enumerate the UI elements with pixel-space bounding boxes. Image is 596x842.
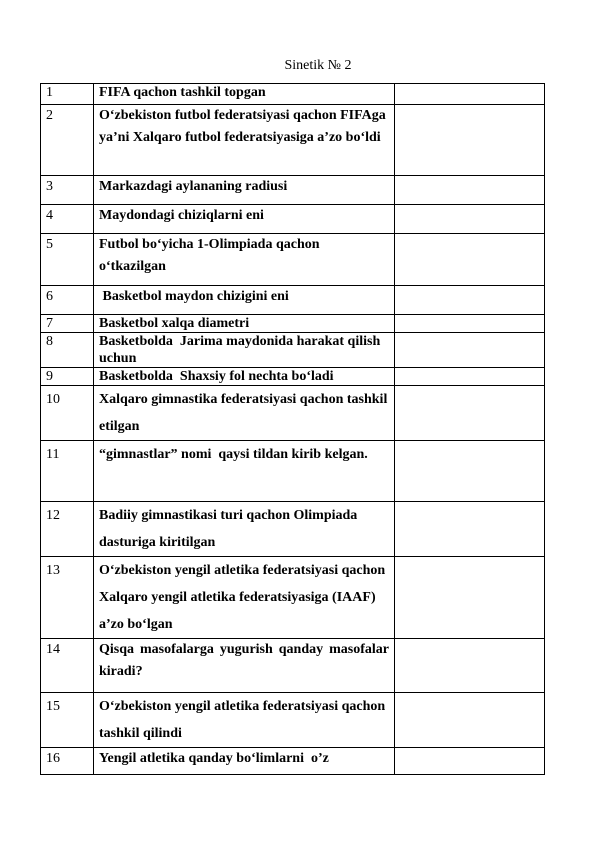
answer-cell[interactable] [395, 333, 545, 368]
table-row [41, 368, 545, 386]
answer-cell[interactable] [395, 84, 545, 105]
question-cell: Qisqa masofalarga yugurish qanday masofalar kiradi? [94, 639, 395, 693]
answer-cell[interactable] [395, 286, 545, 315]
table-row [41, 748, 545, 775]
question-cell: Basketbolda Shaxsiy fol nechta bo‘ladi [94, 368, 395, 386]
questions-table [40, 83, 545, 775]
answer-cell[interactable] [395, 748, 545, 775]
row-number: 3 [41, 176, 94, 205]
table-row [41, 693, 545, 748]
table-row [41, 441, 545, 502]
question-cell: Xalqaro gimnastika federatsiyasi qachon tashkil etilgan [94, 386, 395, 441]
row-number: 1 [41, 84, 94, 105]
row-number: 4 [41, 205, 94, 234]
table-row [41, 105, 545, 176]
answer-cell[interactable] [395, 105, 545, 176]
answer-cell[interactable] [395, 234, 545, 286]
answer-cell[interactable] [395, 441, 545, 502]
question-cell: Futbol bo‘yicha 1-Olimpiada qachon o‘tkazilgan [94, 234, 395, 286]
question-cell: O‘zbekiston futbol federatsiyasi qachon FIFAga ya’ni Xalqaro futbol federatsiyasiga a’zo bo‘ldi [94, 105, 395, 176]
table-row [41, 315, 545, 333]
answer-cell[interactable] [395, 639, 545, 693]
question-cell: Markazdagi aylananing radiusi [94, 176, 395, 205]
row-number: 6 [41, 286, 94, 315]
answer-cell[interactable] [395, 557, 545, 639]
table-row [41, 84, 545, 105]
row-number: 8 [41, 333, 94, 368]
question-cell: Basketbolda Jarima maydonida harakat qilish uchun [94, 333, 395, 368]
question-cell: Yengil atletika qanday bo‘limlarni o’z [94, 748, 395, 775]
answer-cell[interactable] [395, 368, 545, 386]
answer-cell[interactable] [395, 315, 545, 333]
answer-cell[interactable] [395, 502, 545, 557]
table-row [41, 286, 545, 315]
question-cell: FIFA qachon tashkil topgan [94, 84, 395, 105]
row-number: 9 [41, 368, 94, 386]
table-row [41, 234, 545, 286]
row-number: 10 [41, 386, 94, 441]
row-number: 7 [41, 315, 94, 333]
row-number: 5 [41, 234, 94, 286]
question-cell: Maydondagi chiziqlarni eni [94, 205, 395, 234]
question-cell: Badiiy gimnastikasi turi qachon Olimpiada dasturiga kiritilgan [94, 502, 395, 557]
answer-cell[interactable] [395, 693, 545, 748]
question-cell: Basketbol maydon chizigini eni [94, 286, 395, 315]
row-number: 13 [41, 557, 94, 639]
answer-cell[interactable] [395, 386, 545, 441]
table-row [41, 333, 545, 368]
answer-cell[interactable] [395, 205, 545, 234]
table-row [41, 386, 545, 441]
row-number: 14 [41, 639, 94, 693]
answer-cell[interactable] [395, 176, 545, 205]
document-title: Sinetik № 2 [284, 58, 352, 73]
table-row [41, 557, 545, 639]
row-number: 16 [41, 748, 94, 775]
row-number: 2 [41, 105, 94, 176]
question-cell: “gimnastlar” nomi qaysi tildan kirib kelgan. [94, 441, 395, 502]
row-number: 12 [41, 502, 94, 557]
row-number: 15 [41, 693, 94, 748]
question-cell: Basketbol xalqa diametri [94, 315, 395, 333]
question-cell: O‘zbekiston yengil atletika federatsiyasi qachon tashkil qilindi [94, 693, 395, 748]
row-number: 11 [41, 441, 94, 502]
table-row [41, 176, 545, 205]
question-cell: O‘zbekiston yengil atletika federatsiyasi qachon Xalqaro yengil atletika federatsiyasiga (IAAF) a’zo bo‘lgan [94, 557, 395, 639]
table-row [41, 502, 545, 557]
table-row [41, 205, 545, 234]
table-row [41, 639, 545, 693]
